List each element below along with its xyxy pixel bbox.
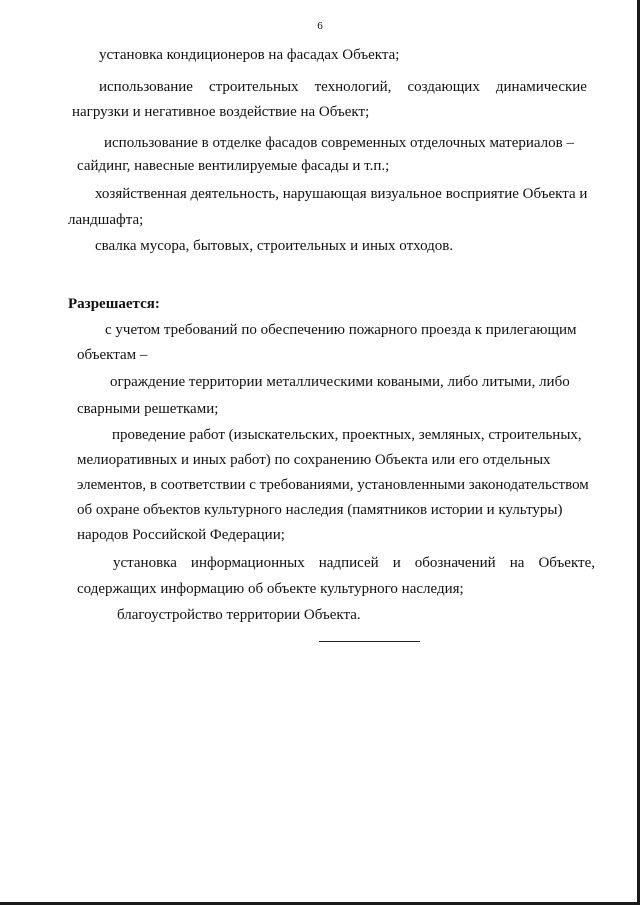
prohibited-item-3-line-2: сайдинг, навесные вентилируемые фасады и т.п.; [77,158,390,174]
prohibited-item-1-line-1: установка кондиционеров на фасадах Объекта; [99,47,400,63]
allowed-item-3-line-1: проведение работ (изыскательских, проектных, земляных, строительных, [112,427,582,443]
allowed-item-2-line-2: сварными решетками; [77,401,219,417]
prohibited-item-2-line-2: нагрузки и негативное воздействие на Объект; [72,104,370,120]
allowed-item-3-line-3: элементов, в соответствии с требованиями, установленными законодательством [77,477,589,493]
allowed-item-5-line-1: благоустройство территории Объекта. [117,607,361,623]
prohibited-item-5-line-1: свалка мусора, бытовых, строительных и иных отходов. [95,238,454,254]
allowed-item-3-line-2: мелиоративных и иных работ) по сохранению Объекта или его отдельных [77,452,551,468]
allowed-item-3-line-5: народов Российской Федерации; [77,527,285,543]
allowed-item-4-line-2: содержащих информацию об объекте культурного наследия; [77,581,464,597]
prohibited-item-4-line-2: ландшафта; [68,212,144,228]
allowed-heading: Разрешается: [68,296,160,312]
allowed-item-4-line-1: установка информационных надписей и обозначений на Объекте, [113,555,595,571]
allowed-item-1-line-2: объектам – [77,347,148,363]
allowed-item-1-line-1: с учетом требований по обеспечению пожарного проезда к прилегающим [105,322,577,338]
end-rule [319,641,420,642]
page-number: 6 [317,20,323,32]
prohibited-item-2-line-1: использование строительных технологий, создающих динамические [99,79,587,95]
allowed-item-2-line-1: ограждение территории металлическими коваными, либо литыми, либо [110,374,570,390]
allowed-item-3-line-4: об охране объектов культурного наследия (памятников истории и культуры) [77,502,563,518]
prohibited-item-3-line-1: использование в отделке фасадов современных отделочных материалов – [104,135,574,151]
prohibited-item-4-line-1: хозяйственная деятельность, нарушающая визуальное восприятие Объекта и [95,186,588,202]
